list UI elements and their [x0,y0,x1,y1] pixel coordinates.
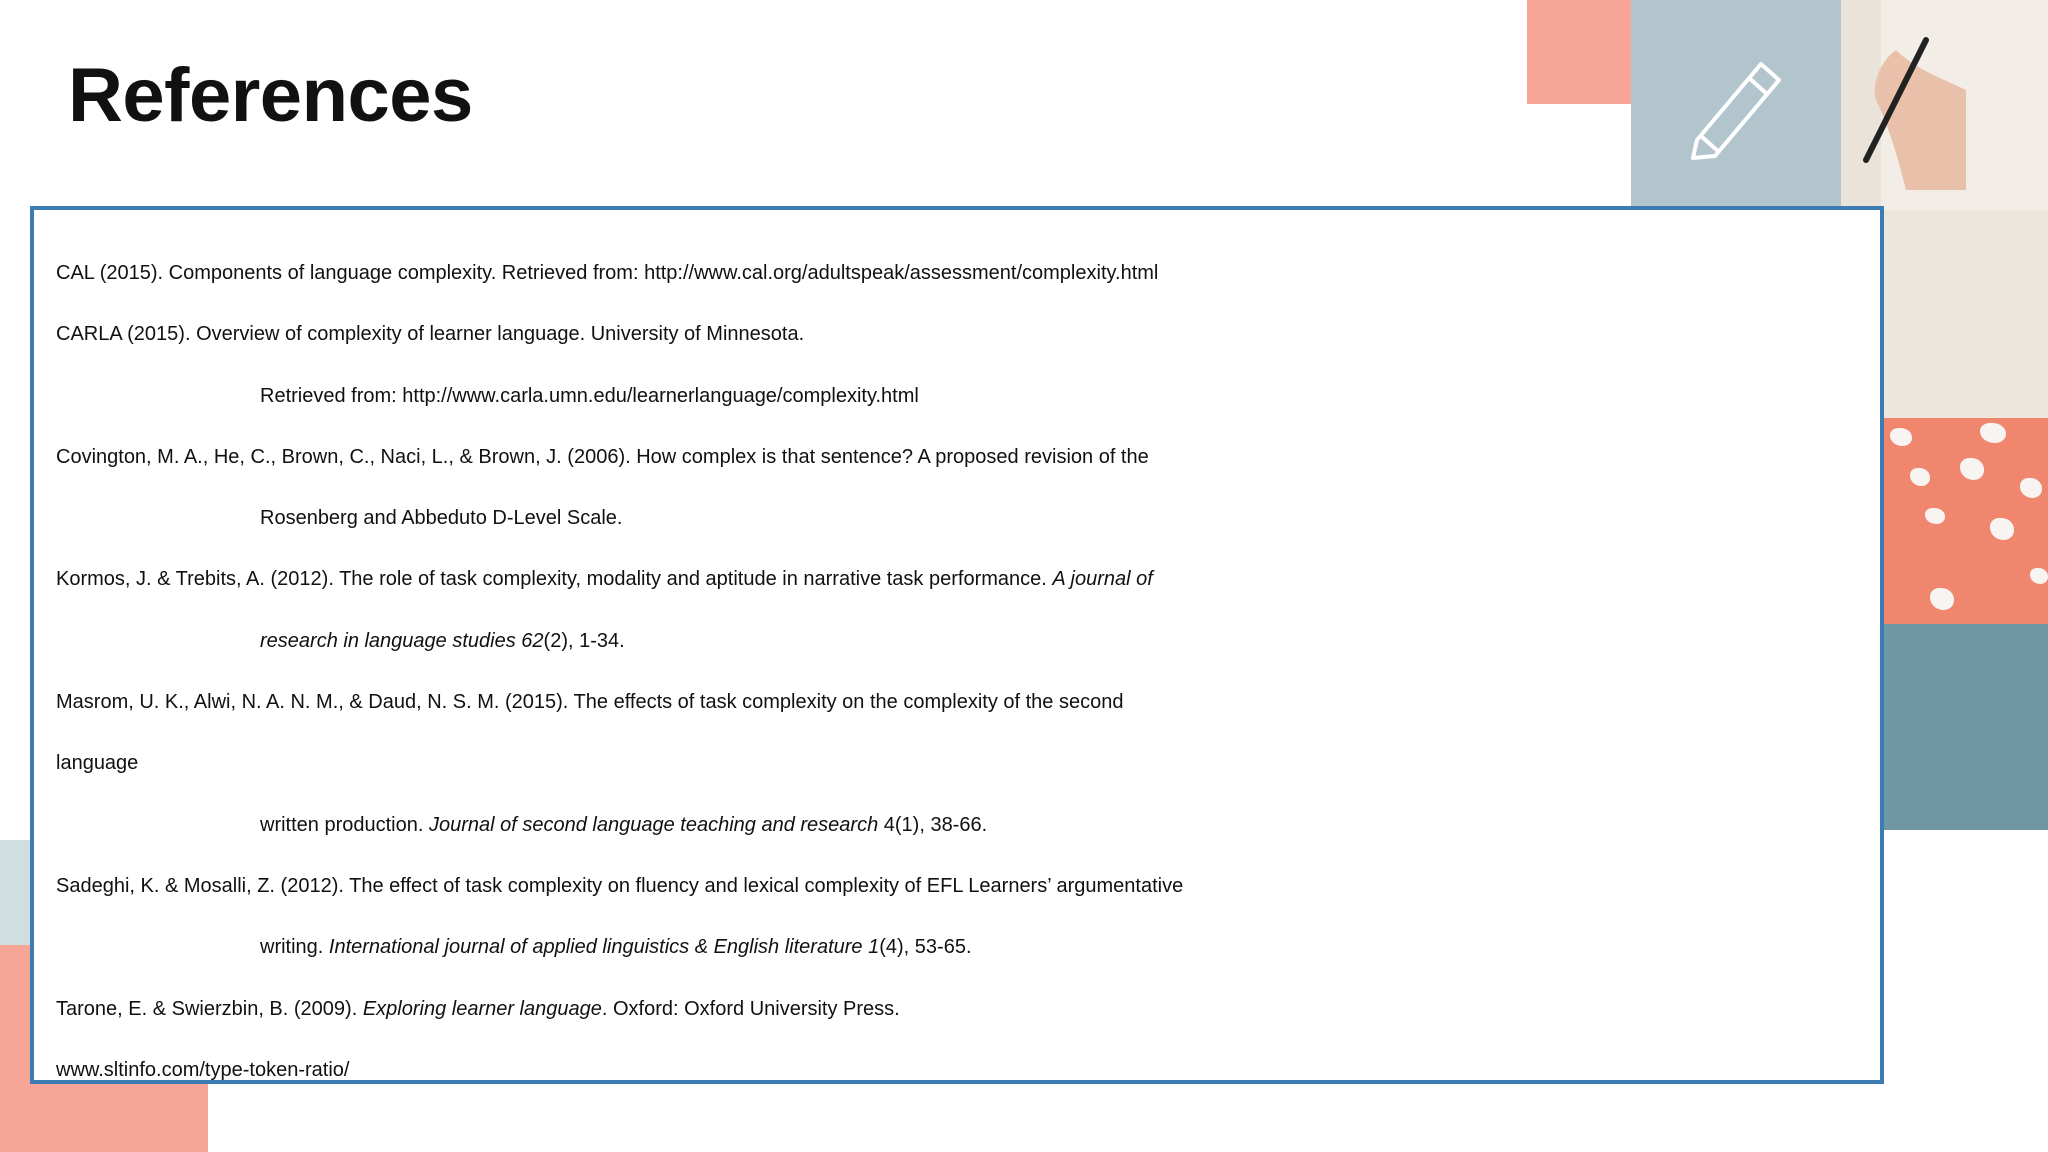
reference-line: Sadeghi, K. & Mosalli, Z. (2012). The effect of task complexity on fluency and lexical complexity of EFL Learners’ argumentative [56,874,1184,897]
crumpled-paper-photo [1880,418,2048,624]
reference-link[interactable]: www.sltinfo.com/type-token-ratio/ [56,1058,350,1081]
reference-continuation: Retrieved from: http://www.carla.umn.edu/learnerlanguage/complexity.html [260,384,919,407]
reference-line: Tarone, E. & Swierzbin, B. (2009). Exploring learner language. Oxford: Oxford University Press. [56,997,900,1020]
reference-line: Kormos, J. & Trebits, A. (2012). The role of task complexity, modality and aptitude in narrative task performance. A journal of [56,568,1153,591]
reference-line: CAL (2015). Components of language complexity. Retrieved from: http://www.cal.org/adultspeak/assessment/complexity.html [56,262,1159,284]
reference-continuation: research in language studies 62(2), 1-34. [260,629,625,652]
reference-continuation: Rosenberg and Abbeduto D-Level Scale. [260,507,623,530]
pencil-icon [1679,40,1789,160]
reference-line: Masrom, U. K., Alwi, N. A. N. M., & Daud, N. S. M. (2015). The effects of task complexity on the complexity of the second [56,691,1124,714]
paper-photo-strip [1880,210,2048,418]
slide-title: References [68,53,473,138]
references-box [30,206,1884,1084]
decorative-teal-block [1880,624,2048,830]
decorative-salmon-square [1527,0,1631,104]
hand-with-pen [1836,30,1966,190]
reference-continuation: written production. Journal of second language teaching and research 4(1), 38-66. [260,813,988,836]
reference-line: Covington, M. A., He, C., Brown, C., Naci, L., & Brown, J. (2006). How complex is that sentence? A proposed revision of the [56,445,1149,468]
writing-hand-photo [1631,0,2048,210]
decorative-light-blue-strip [0,840,30,945]
reference-continuation: language [56,752,139,775]
reference-continuation: writing. International journal of applied linguistics & English literature 1(4), 53-65. [260,936,972,959]
reference-line: CARLA (2015). Overview of complexity of learner language. University of Minnesota. [56,323,805,346]
